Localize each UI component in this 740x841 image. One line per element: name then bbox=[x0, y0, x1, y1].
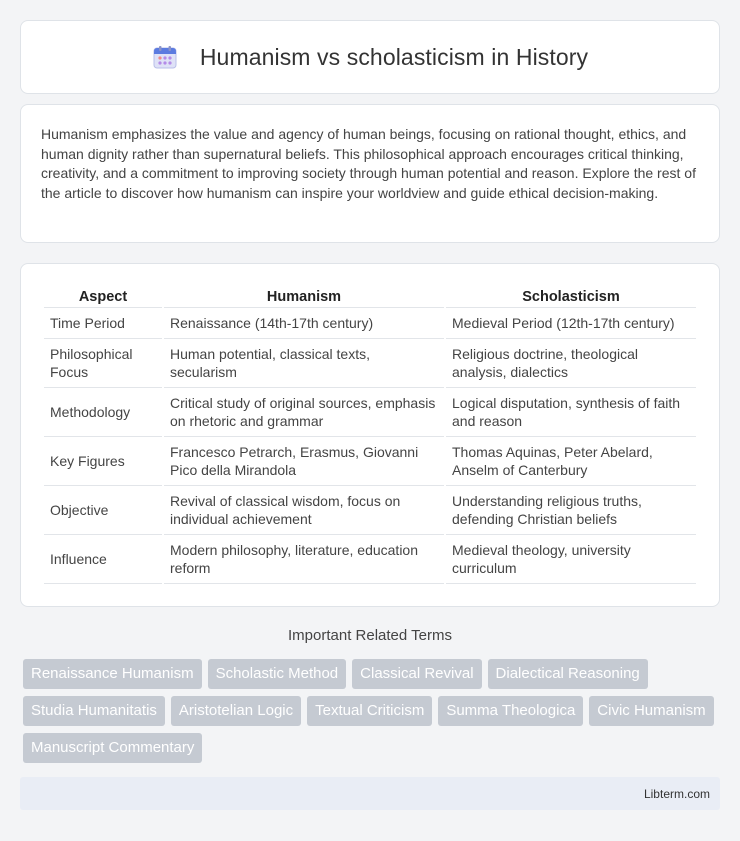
scholasticism-cell: Medieval theology, university curriculum bbox=[446, 535, 696, 584]
related-term-tag[interactable]: Studia Humanitatis bbox=[23, 696, 165, 726]
calendar-icon bbox=[152, 44, 178, 70]
humanism-cell: Revival of classical wisdom, focus on individual achievement bbox=[164, 486, 444, 535]
related-terms-list bbox=[23, 659, 723, 763]
related-term-tag[interactable]: Summa Theologica bbox=[438, 696, 583, 726]
related-term-tag[interactable]: Renaissance Humanism bbox=[23, 659, 202, 689]
related-term-tag[interactable]: Civic Humanism bbox=[589, 696, 713, 726]
related-term-tag[interactable]: Aristotelian Logic bbox=[171, 696, 301, 726]
humanism-cell: Francesco Petrarch, Erasmus, Giovanni Pico della Mirandola bbox=[164, 437, 444, 486]
scholasticism-cell: Thomas Aquinas, Peter Abelard, Anselm of Canterbury bbox=[446, 437, 696, 486]
aspect-cell: Objective bbox=[44, 486, 162, 535]
header-card bbox=[20, 20, 720, 94]
table-row bbox=[44, 388, 696, 437]
comparison-table bbox=[42, 284, 698, 584]
column-header-aspect: Aspect bbox=[44, 284, 162, 308]
humanism-cell: Modern philosophy, literature, education reform bbox=[164, 535, 444, 584]
table-row bbox=[44, 308, 696, 339]
intro-card bbox=[20, 104, 720, 243]
table-row bbox=[44, 486, 696, 535]
column-header-scholasticism: Scholasticism bbox=[446, 284, 696, 308]
scholasticism-cell: Medieval Period (12th-17th century) bbox=[446, 308, 696, 339]
footer-brand-link[interactable]: Libterm.com bbox=[643, 786, 710, 801]
table-row bbox=[44, 535, 696, 584]
column-header-humanism: Humanism bbox=[164, 284, 444, 308]
table-row bbox=[44, 437, 696, 486]
related-term-tag[interactable]: Classical Revival bbox=[352, 659, 481, 689]
scholasticism-cell: Logical disputation, synthesis of faith and reason bbox=[446, 388, 696, 437]
humanism-cell: Human potential, classical texts, secularism bbox=[164, 339, 444, 388]
related-term-tag[interactable]: Manuscript Commentary bbox=[23, 733, 202, 763]
aspect-cell: Philosophical Focus bbox=[44, 339, 162, 388]
related-term-tag[interactable]: Textual Criticism bbox=[307, 696, 432, 726]
footer bbox=[20, 777, 720, 810]
aspect-cell: Time Period bbox=[44, 308, 162, 339]
table-row bbox=[44, 339, 696, 388]
table-header-row bbox=[44, 284, 696, 308]
scholasticism-cell: Religious doctrine, theological analysis, dialectics bbox=[446, 339, 696, 388]
humanism-cell: Critical study of original sources, emphasis on rhetoric and grammar bbox=[164, 388, 444, 437]
aspect-cell: Methodology bbox=[44, 388, 162, 437]
intro-text: Humanism emphasizes the value and agency of human beings, focusing on rational thought, ethics, and human dignity rather than supernatural beliefs. This philosophical approach encourages critical thinking, creativity, and a commitment to improving society through human potential and reason. Explore the rest of the article to discover how humanism can inspire your worldview and guide ethical decision-making. bbox=[41, 126, 696, 201]
aspect-cell: Influence bbox=[44, 535, 162, 584]
scholasticism-cell: Understanding religious truths, defending Christian beliefs bbox=[446, 486, 696, 535]
aspect-cell: Key Figures bbox=[44, 437, 162, 486]
humanism-cell: Renaissance (14th-17th century) bbox=[164, 308, 444, 339]
comparison-card bbox=[20, 263, 720, 607]
related-term-tag[interactable]: Dialectical Reasoning bbox=[488, 659, 648, 689]
related-terms-title: Important Related Terms bbox=[288, 627, 452, 644]
page-title: Humanism vs scholasticism in History bbox=[199, 43, 589, 70]
related-term-tag[interactable]: Scholastic Method bbox=[208, 659, 347, 689]
